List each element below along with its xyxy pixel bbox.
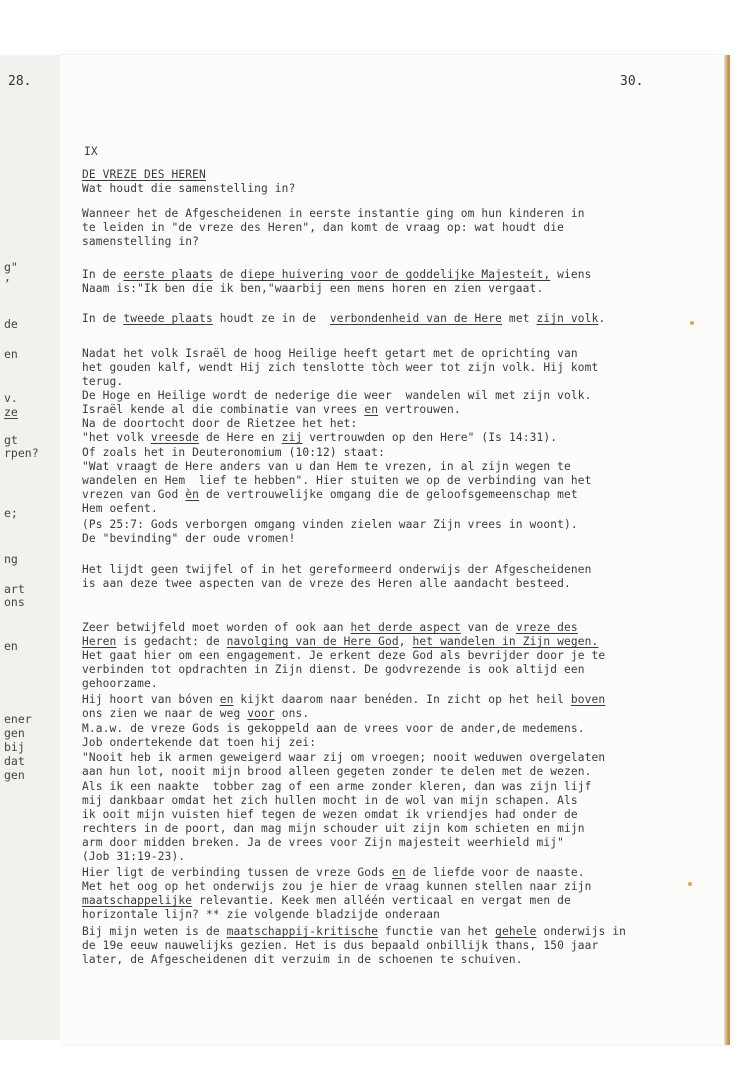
text-line: De Hoge en Heilige wordt de nederige die weer wandelen wil met zijn volk. xyxy=(82,389,592,402)
margin-fragment: e; xyxy=(4,506,18,520)
chapter-subheading: Wat houdt die samenstelling in? xyxy=(82,182,296,195)
text-line: Heren is gedacht: de navolging van de Here God, het wandelen in Zijn wegen. xyxy=(82,635,599,648)
text-line: samenstelling in? xyxy=(82,235,200,248)
margin-fragment: v. xyxy=(4,391,18,405)
right-page-number: 30. xyxy=(620,74,644,89)
text-line: "Wat vraagt de Here anders van u dan Hem te vrezen, in al zijn wegen te xyxy=(82,460,571,473)
text-line: verbinden tot opdrachten in Zijn dienst. De godvrezende is ook altijd een xyxy=(82,663,585,676)
text-line: In de tweede plaats houdt ze in de verbondenheid van de Here met zijn volk. xyxy=(82,312,606,325)
left-page-number: 28. xyxy=(8,74,32,89)
ink-spot xyxy=(690,321,694,325)
text-line: het gouden kalf, wendt Hij zich tenslotte tòch weer tot zijn volk. Hij komt xyxy=(82,361,599,374)
text-line: maatschappelijke relevantie. Keek men alléén verticaal en vergat men de xyxy=(82,894,571,907)
text-line: Wanneer het de Afgescheidenen in eerste instantie ging om hun kinderen in xyxy=(82,207,585,220)
margin-fragment: de xyxy=(4,317,18,331)
margin-fragment: en xyxy=(4,639,18,653)
margin-fragment: art xyxy=(4,582,25,596)
text-line: wandelen en Hem lief te hebben". Hier stuiten we op de verbinding van het xyxy=(82,474,592,487)
chapter-heading: DE VREZE DES HEREN xyxy=(82,168,206,181)
margin-fragment: , xyxy=(4,270,11,284)
text-line: Hij hoort van bóven en kijkt daarom naar benéden. In zicht op het heil boven xyxy=(82,693,606,706)
text-line: is aan deze twee aspecten van de vreze des Heren alle aandacht besteed. xyxy=(82,577,571,590)
text-line: gehoorzame. xyxy=(82,677,158,690)
margin-fragment: g" xyxy=(4,260,18,274)
margin-fragment: gt xyxy=(4,433,18,447)
margin-fragment: ener xyxy=(4,712,32,726)
text-line: te leiden in "de vreze des Heren", dan komt de vraag op: wat houdt die xyxy=(82,221,564,234)
text-line: terug. xyxy=(82,375,124,388)
text-line: (Ps 25:7: Gods verborgen omgang vinden zielen waar Zijn vrees in woont). xyxy=(82,518,578,531)
text-line: ons zien we naar de weg voor ons. xyxy=(82,707,310,720)
text-line: In de eerste plaats de diepe huivering voor de goddelijke Majesteit, wiens xyxy=(82,268,592,281)
chapter-number: IX xyxy=(84,145,98,158)
text-line: Nadat het volk Israël de hoog Heilige heeft getart met de oprichting van xyxy=(82,347,578,360)
margin-fragment: ng xyxy=(4,552,18,566)
text-line: de 19e eeuw nauwelijks gezien. Het is dus bepaald onbillijk thans, 150 jaar xyxy=(82,939,599,952)
text-line: arm door midden breken. Ja de vrees voor Zijn majesteit weerhield mij" xyxy=(82,836,564,849)
margin-fragment: rpen? xyxy=(4,446,39,460)
text-line: later, de Afgescheidenen dit verzuim in de schoenen te schuiven. xyxy=(82,953,523,966)
text-line: De "bevinding" der oude vromen! xyxy=(82,532,296,545)
text-line: Als ik een naakte tobber zag of een arme zonder kleren, dan was zijn lijf xyxy=(82,780,592,793)
text-line: Hem oefent. xyxy=(82,502,158,515)
text-line: Met het oog op het onderwijs zou je hier de vraag kunnen stellen naar zijn xyxy=(82,880,592,893)
text-line: Het lijdt geen twijfel of in het gereformeerd onderwijs der Afgescheidenen xyxy=(82,563,592,576)
margin-fragment: dat xyxy=(4,754,25,768)
text-line: rechters in de poort, dan mag mijn schouder uit zijn kom schieten en mijn xyxy=(82,822,585,835)
text-line: ik ooit mijn vuisten hief tegen de wezen omdat ik vriendjes had onder de xyxy=(82,808,578,821)
text-line: aan hun lot, nooit mijn brood alleen gegeten zonder te delen met de wezen. xyxy=(82,765,592,778)
text-line: M.a.w. de vreze Gods is gekoppeld aan de vrees voor de ander,de medemens. xyxy=(82,722,585,735)
text-line: Of zoals het in Deuteronomium (10:12) staat: xyxy=(82,446,385,459)
previous-page-margin xyxy=(0,55,63,1040)
text-line: Israël kende al die combinatie van vrees en vertrouwen. xyxy=(82,403,461,416)
ink-spot xyxy=(688,882,692,886)
text-line: Hier ligt de verbinding tussen de vreze Gods en de liefde voor de naaste. xyxy=(82,866,585,879)
page-edge xyxy=(724,55,730,1045)
margin-fragment: en xyxy=(4,347,18,361)
margin-fragment: gen xyxy=(4,726,25,740)
margin-fragment: bij xyxy=(4,740,25,754)
text-line: horizontale lijn? ** zie volgende bladzijde onderaan xyxy=(82,908,441,921)
text-line: vrezen van God èn de vertrouwelijke omgang die de geloofsgemeenschap met xyxy=(82,488,578,501)
text-line: Naam is:"Ik ben die ik ben,"waarbij een mens horen en zien vergaat. xyxy=(82,282,544,295)
margin-fragment: gen xyxy=(4,768,25,782)
text-line: mij dankbaar omdat het zich hullen mocht in de wol van mijn schapen. Als xyxy=(82,794,578,807)
text-line: Na de doortocht door de Rietzee het het: xyxy=(82,417,358,430)
text-line: Zeer betwijfeld moet worden of ook aan het derde aspect van de vreze des xyxy=(82,621,578,634)
text-line: Bij mijn weten is de maatschappij-kritische functie van het gehele onderwijs in xyxy=(82,925,626,938)
text-line: (Job 31:19-23). xyxy=(82,850,186,863)
text-line: "het volk vreesde de Here en zij vertrouwden op den Here" (Is 14:31). xyxy=(82,431,558,444)
text-line: Het gaat hier om een engagement. Je erkent deze God als bevrijder door je te xyxy=(82,649,606,662)
margin-fragment: ze xyxy=(4,405,18,419)
margin-fragment: ons xyxy=(4,595,25,609)
text-line: Job ondertekende dat toen hij zei: xyxy=(82,736,317,749)
text-line: "Nooit heb ik armen geweigerd waar zij om vroegen; nooit weduwen overgelaten xyxy=(82,751,606,764)
